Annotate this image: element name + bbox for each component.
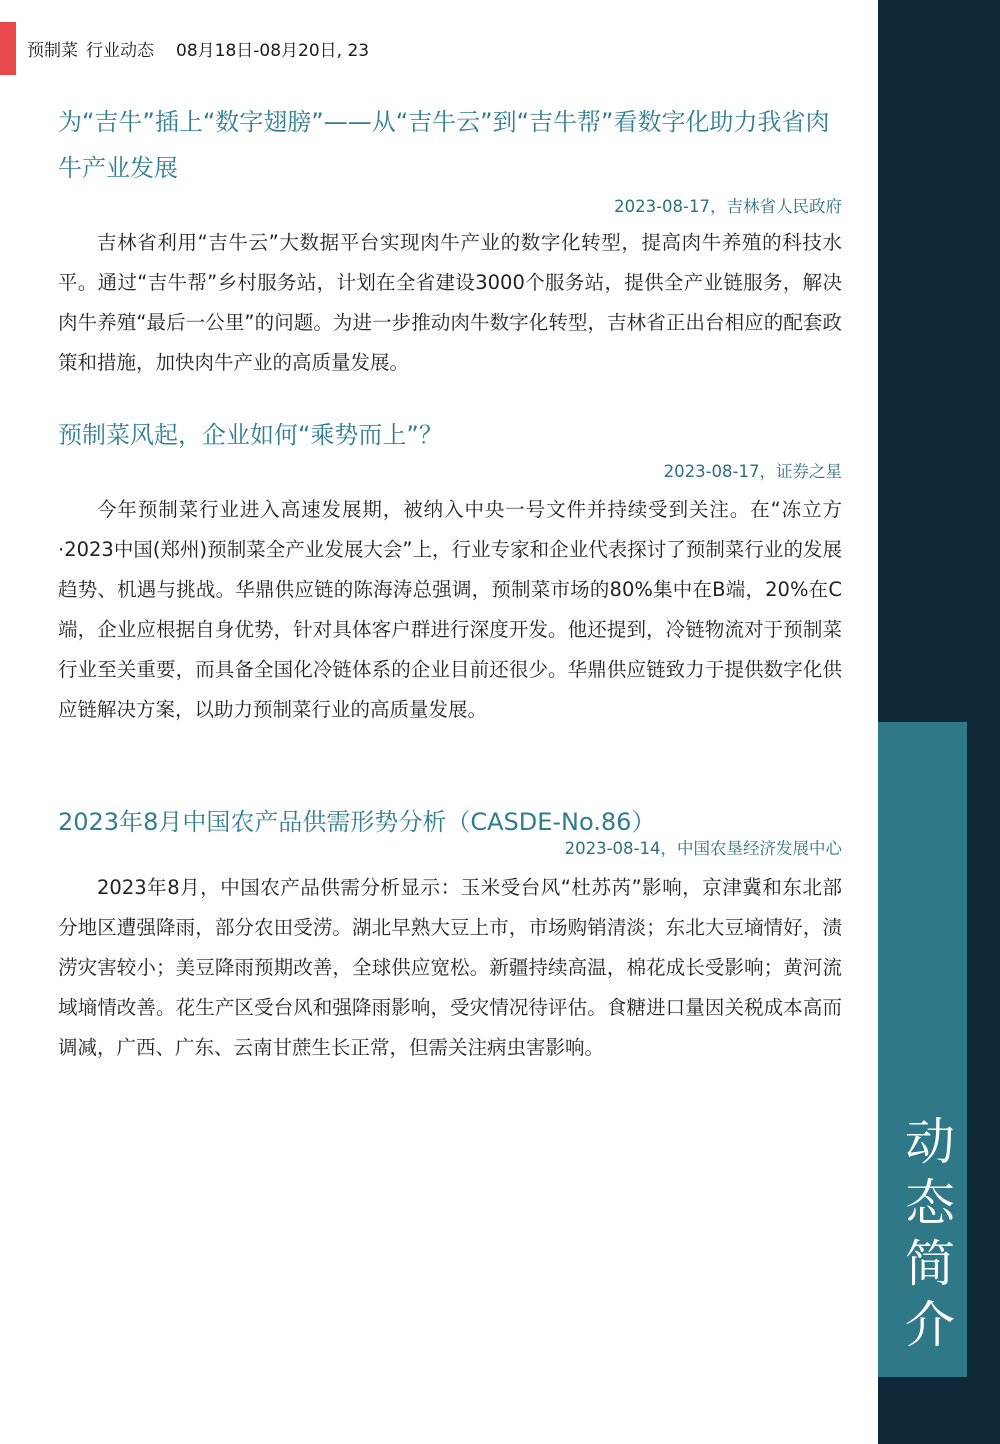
sidebar-title-char: 介 — [905, 1296, 955, 1354]
sidebar-title-char: 简 — [905, 1235, 955, 1293]
sidebar-title — [878, 1112, 982, 1356]
article-meta: 2023-08-17，证券之星 — [663, 462, 842, 481]
header-accent-bar — [0, 22, 16, 75]
article-meta: 2023-08-14，中国农垦经济发展中心 — [564, 839, 842, 858]
article-body: 吉林省利用“吉牛云”大数据平台实现肉牛产业的数字化转型，提高肉牛养殖的科技水平。通过“吉牛帮”乡村服务站，计划在全省建设3000个服务站，提供全产业链服务，解决肉牛养殖“最后一公里”的问题。为进一步推动肉牛数字化转型，吉林省正出台相应的配套政策和措施，加快肉牛产业的高质量发展。 — [58, 231, 842, 374]
article-2 — [58, 412, 842, 730]
sidebar-title-char: 动 — [905, 1113, 955, 1171]
article-body: 今年预制菜行业进入高速发展期，被纳入中央一号文件并持续受到关注。在“冻立方·2023中国(郑州)预制菜全产业发展大会”上，行业专家和企业代表探讨了预制菜行业的发展趋势、机遇与挑战。华鼎供应链的陈海涛总强调，预制菜市场的80%集中在B端，20%在C端，企业应根据自身优势，针对具体客户群进行深度开发。他还提到，冷链物流对于预制菜行业至关重要，而具备全国化冷链体系的企业目前还很少。华鼎供应链致力于提供数字化供应链解决方案，以助力预制菜行业的高质量发展。 — [58, 498, 842, 721]
article-title[interactable]: 预制菜风起，企业如何“乘势而上”？ — [58, 421, 443, 449]
page-header — [27, 36, 377, 61]
sidebar-title-char: 态 — [905, 1174, 955, 1232]
header-date-range: 08月18日-08月20日, 23 — [176, 41, 370, 61]
article-body: 2023年8月，中国农产品供需分析显示：玉米受台风“杜苏芮”影响，京津冀和东北部分地区遭强降雨，部分农田受涝。湖北早熟大豆上市，市场购销清淡；东北大豆墒情好，渍涝灾害较小；美豆降雨预期改善，全球供应宽松。新疆持续高温，棉花成长受影响；黄河流域墒情改善。花生产区受台风和强降雨影响，受灾情况待评估。食糖进口量因关税成本高而调减，广西、广东、云南甘蔗生长正常，但需关注病虫害影响。 — [58, 876, 842, 1059]
article-title[interactable]: 2023年8月中国农产品供需形势分析（CASDE-No.86） — [58, 808, 656, 836]
article-title[interactable]: 为“吉牛”插上“数字翅膀”——从“吉牛云”到“吉牛帮”看数字化助力我省肉牛产业发展 — [58, 108, 830, 182]
article-meta: 2023-08-17，吉林省人民政府 — [614, 197, 842, 216]
article-3 — [58, 799, 842, 1068]
article-1 — [58, 99, 842, 383]
header-category: 预制菜 — [27, 41, 78, 61]
header-section: 行业动态 — [86, 41, 154, 61]
